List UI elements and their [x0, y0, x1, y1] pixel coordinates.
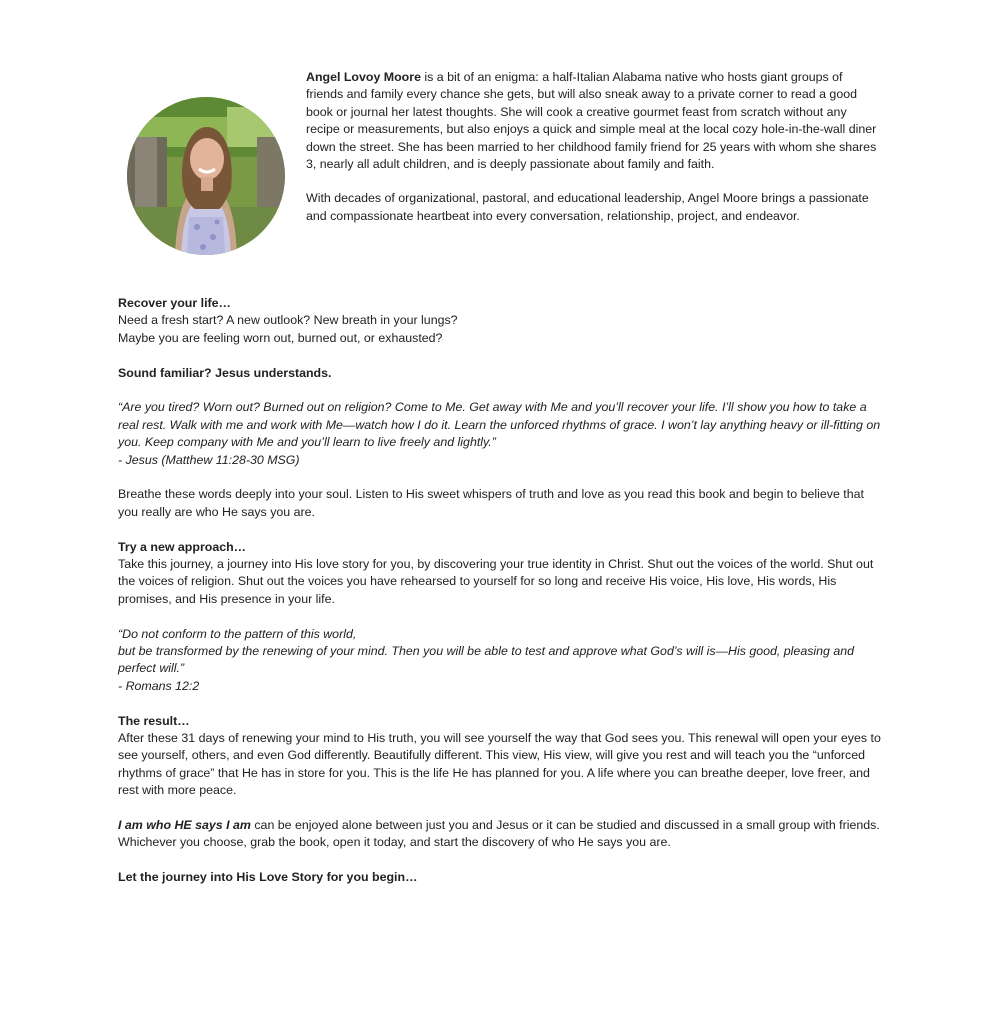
- book-title: I am who HE says I am: [118, 818, 251, 833]
- recover-heading: Recover your life…: [118, 296, 231, 310]
- book-text: can be enjoyed alone between just you and Jesus or it can be studied and discussed in a small group with friends. Whichever you choose, grab the book, open it today, and start the discovery of who He says you are.: [118, 818, 880, 850]
- quote-2-reference: - Romans 12:2: [118, 678, 200, 693]
- quote-matthew: [118, 399, 886, 469]
- quote-1-text: “Are you tired? Worn out? Burned out on religion? Come to Me. Get away with Me and you’ll recover your life. I’ll show you how to take a real rest. Walk with me and work with Me—watch how I do it. Learn the unforced rhythms of grace. I won’t lay anything heavy or ill-fitting on you. Keep company with Me and you’ll learn to live freely and lightly.”: [118, 400, 881, 450]
- result-heading: The result…: [118, 713, 190, 728]
- recover-line-1: Need a fresh start? A new outlook? New breath in your lungs?: [118, 313, 458, 328]
- book-description: [118, 295, 886, 904]
- result-text: After these 31 days of renewing your mind to His truth, you will see yourself the way that God sees you. This renewal will open your eyes to see yourself, others, and even God differently. Beautifully different. This view, His view, will give you rest and will teach you the “unforced rhythms of grace” that He has in store for you. This is the life He has planned for you. A life where you can breathe deeper, love freer, and rest with more peace.: [118, 731, 881, 798]
- closing-section: [118, 869, 886, 886]
- familiar-section: [118, 365, 886, 382]
- author-bio-paragraph-2: With decades of organizational, pastoral, and educational leadership, Angel Moore brings a passionate and compassionate heartbeat into every conversation, relationship, project, and endeavor.: [306, 191, 869, 223]
- breathe-section: [118, 486, 886, 521]
- author-bio-text-1: is a bit of an enigma: a half-Italian Alabama native who hosts giant groups of friends and family every chance she gets, but will also sneak away to a private corner to read a good book or journal her latest thoughts. She will cook a creative gourmet feast from scratch without any recipe or measurements, but also enjoys a quick and simple meal at the local cozy hole-in-the-wall diner down the street. She has been married to her childhood family friend for 25 years with whom she shares 3, nearly all adult children, and is deeply passionate about family and faith.: [306, 70, 877, 172]
- recover-section: [118, 295, 886, 347]
- breathe-text: Breathe these words deeply into your soul. Listen to His sweet whispers of truth and love as you read this book and begin to believe that you really are who He says you are.: [118, 487, 864, 519]
- quote-romans: [118, 626, 886, 696]
- quote-2-line-1: “Do not conform to the pattern of this world,: [118, 626, 357, 641]
- author-bio: [306, 69, 882, 225]
- quote-2-line-2: but be transformed by the renewing of your mind. Then you will be able to test and approve what God’s will is—His good, pleasing and perfect will.”: [118, 644, 855, 676]
- book-paragraph: [118, 817, 886, 852]
- book-section: [118, 817, 886, 852]
- author-photo: [127, 97, 285, 255]
- approach-text: Take this journey, a journey into His love story for you, by discovering your true identity in Christ. Shut out the voices of the world. Shut out the voices of religion. Shut out the voices you have rehearsed to yourself for so long and receive His voice, His love, His words, His promises, and His presence in your life.: [118, 557, 874, 606]
- approach-section: [118, 539, 886, 609]
- closing-line: Let the journey into His Love Story for you begin…: [118, 870, 418, 885]
- familiar-heading: Sound familiar? Jesus understands.: [118, 365, 332, 380]
- quote-1-reference: - Jesus (Matthew 11:28-30 MSG): [118, 452, 300, 467]
- approach-heading: Try a new approach…: [118, 539, 247, 554]
- author-name: Angel Lovoy Moore: [306, 70, 421, 84]
- result-section: [118, 713, 886, 800]
- recover-line-2: Maybe you are feeling worn out, burned out, or exhausted?: [118, 330, 443, 345]
- author-bio-paragraph-1: [306, 69, 882, 173]
